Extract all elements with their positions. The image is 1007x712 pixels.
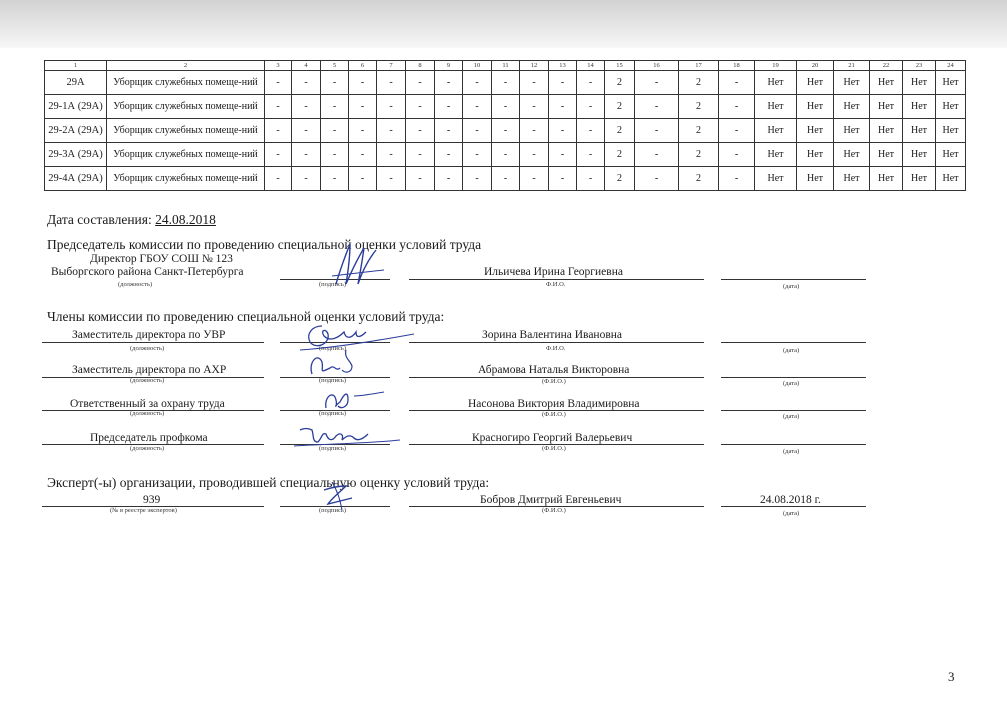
expert-date: 24.08.2018 г. — [760, 494, 821, 506]
cell-col-10: - — [463, 71, 492, 95]
cell-col-22: Нет — [870, 119, 903, 143]
cell-col-5: - — [321, 143, 349, 167]
column-number-6: 6 — [349, 61, 377, 71]
date-value: 24.08.2018 — [155, 212, 216, 227]
cell-col-23: Нет — [903, 119, 936, 143]
cell-col-19: Нет — [755, 95, 797, 119]
column-number-17: 17 — [679, 61, 719, 71]
column-number-13: 13 — [549, 61, 577, 71]
cell-col-4: - — [292, 167, 321, 191]
chairman-position-line2: Выборгского района Санкт-Петербурга — [51, 266, 244, 278]
column-number-3: 3 — [265, 61, 292, 71]
cell-col-10: - — [463, 167, 492, 191]
expert-signature — [318, 478, 362, 512]
member-4-signature — [292, 420, 404, 450]
cell-col-23: Нет — [903, 167, 936, 191]
column-number-20: 20 — [797, 61, 834, 71]
chairman-fio: Ильичева Ирина Георгиевна — [484, 266, 623, 278]
cell-col-15: 2 — [605, 167, 635, 191]
column-number-7: 7 — [377, 61, 406, 71]
cell-col-21: Нет — [834, 143, 870, 167]
workplace-code: 29А — [45, 71, 107, 95]
cell-col-16: - — [635, 119, 679, 143]
position-name: Уборщик служебных помеще-ний — [107, 95, 265, 119]
column-number-16: 16 — [635, 61, 679, 71]
member-4-signature-caption: (подпись) — [319, 445, 346, 452]
cell-col-3: - — [265, 95, 292, 119]
chairman-position-caption: (должность) — [118, 281, 153, 288]
cell-col-3: - — [265, 167, 292, 191]
cell-col-17: 2 — [679, 119, 719, 143]
page-number: 3 — [948, 669, 955, 684]
cell-col-5: - — [321, 71, 349, 95]
cell-col-22: Нет — [870, 143, 903, 167]
cell-col-10: - — [463, 119, 492, 143]
column-number-5: 5 — [321, 61, 349, 71]
cell-col-23: Нет — [903, 95, 936, 119]
cell-col-4: - — [292, 95, 321, 119]
member-3-fio-caption: (Ф.И.О.) — [542, 411, 566, 418]
expert-registry-caption: (№ в реестре экспертов) — [110, 507, 177, 514]
cell-col-7: - — [377, 95, 406, 119]
cell-col-5: - — [321, 167, 349, 191]
chairman-fio-line — [409, 279, 704, 280]
member-2-signature-caption: (подпись) — [319, 377, 346, 384]
cell-col-16: - — [635, 95, 679, 119]
cell-col-14: - — [577, 71, 605, 95]
cell-col-12: - — [520, 119, 549, 143]
cell-col-9: - — [435, 119, 463, 143]
member-4-position-caption: (должность) — [130, 445, 165, 452]
column-number-23: 23 — [903, 61, 936, 71]
table-row — [45, 167, 966, 191]
column-number-11: 11 — [492, 61, 520, 71]
member-3-position-caption: (должность) — [130, 410, 165, 417]
member-1-fio-caption: Ф.И.О. — [546, 345, 566, 352]
member-3-date-line — [721, 410, 866, 411]
member-4-position: Председатель профкома — [90, 432, 208, 444]
cell-col-4: - — [292, 119, 321, 143]
chairman-signature-caption: (подпись) — [319, 281, 346, 288]
cell-col-19: Нет — [755, 167, 797, 191]
cell-col-13: - — [549, 71, 577, 95]
cell-col-8: - — [406, 167, 435, 191]
column-number-1: 1 — [45, 61, 107, 71]
cell-col-21: Нет — [834, 95, 870, 119]
member-3-fio: Насонова Виктория Владимировна — [468, 398, 640, 410]
member-1-fio-line — [409, 342, 704, 343]
cell-col-14: - — [577, 119, 605, 143]
column-number-12: 12 — [520, 61, 549, 71]
expert-date-line — [721, 506, 866, 507]
cell-col-21: Нет — [834, 167, 870, 191]
column-number-4: 4 — [292, 61, 321, 71]
cell-col-11: - — [492, 143, 520, 167]
chairman-position-line1: Директор ГБОУ СОШ № 123 — [90, 253, 233, 265]
cell-col-8: - — [406, 71, 435, 95]
cell-col-18: - — [719, 71, 755, 95]
cell-col-9: - — [435, 167, 463, 191]
member-3-date-caption: (дата) — [783, 413, 800, 420]
cell-col-17: 2 — [679, 143, 719, 167]
workplace-code: 29-1А (29А) — [45, 95, 107, 119]
member-2-date-line — [721, 377, 866, 378]
member-3-signature-caption: (подпись) — [319, 410, 346, 417]
column-number-14: 14 — [577, 61, 605, 71]
column-number-15: 15 — [605, 61, 635, 71]
chairman-date-caption: (дата) — [783, 283, 800, 290]
table-header-row — [45, 61, 966, 71]
member-1-fio: Зорина Валентина Ивановна — [482, 329, 623, 341]
cell-col-11: - — [492, 95, 520, 119]
cell-col-3: - — [265, 119, 292, 143]
expert-date-caption: (дата) — [783, 510, 800, 517]
cell-col-17: 2 — [679, 71, 719, 95]
cell-col-12: - — [520, 95, 549, 119]
cell-col-17: 2 — [679, 95, 719, 119]
cell-col-20: Нет — [797, 95, 834, 119]
cell-col-3: - — [265, 71, 292, 95]
column-number-18: 18 — [719, 61, 755, 71]
cell-col-5: - — [321, 119, 349, 143]
table-row — [45, 95, 966, 119]
cell-col-6: - — [349, 167, 377, 191]
cell-col-13: - — [549, 95, 577, 119]
cell-col-4: - — [292, 71, 321, 95]
cell-col-21: Нет — [834, 71, 870, 95]
cell-col-10: - — [463, 95, 492, 119]
date-label: Дата составления: — [47, 212, 152, 227]
cell-col-11: - — [492, 71, 520, 95]
column-number-2: 2 — [107, 61, 265, 71]
table-row — [45, 119, 966, 143]
cell-col-12: - — [520, 71, 549, 95]
table-body — [45, 61, 966, 191]
column-number-24: 24 — [936, 61, 966, 71]
cell-col-9: - — [435, 71, 463, 95]
expert-registry-number: 939 — [143, 494, 161, 506]
column-number-10: 10 — [463, 61, 492, 71]
cell-col-16: - — [635, 143, 679, 167]
position-name: Уборщик служебных помеще-ний — [107, 119, 265, 143]
cell-col-15: 2 — [605, 143, 635, 167]
cell-col-18: - — [719, 167, 755, 191]
member-1-signature-caption: (подпись) — [319, 345, 346, 352]
column-number-19: 19 — [755, 61, 797, 71]
cell-col-6: - — [349, 143, 377, 167]
cell-col-16: - — [635, 167, 679, 191]
cell-col-23: Нет — [903, 71, 936, 95]
column-number-9: 9 — [435, 61, 463, 71]
cell-col-10: - — [463, 143, 492, 167]
members-heading: Члены комиссии по проведению специальной оценки условий труда: — [47, 309, 445, 324]
workplace-code: 29-2А (29А) — [45, 119, 107, 143]
cell-col-11: - — [492, 119, 520, 143]
cell-col-23: Нет — [903, 143, 936, 167]
cell-col-7: - — [377, 119, 406, 143]
position-name: Уборщик служебных помеще-ний — [107, 71, 265, 95]
member-4-fio: Красногиро Георгий Валерьевич — [472, 432, 633, 444]
expert-heading: Эксперт(-ы) организации, проводившей специальную оценку условий труда: — [47, 475, 490, 490]
chairman-signature — [328, 240, 388, 290]
expert-fio: Бобров Дмитрий Евгеньевич — [480, 494, 622, 506]
cell-col-8: - — [406, 143, 435, 167]
cell-col-12: - — [520, 167, 549, 191]
cell-col-17: 2 — [679, 167, 719, 191]
cell-col-24: Нет — [936, 95, 966, 119]
cell-col-7: - — [377, 143, 406, 167]
member-2-signature — [300, 346, 370, 380]
cell-col-6: - — [349, 95, 377, 119]
cell-col-18: - — [719, 143, 755, 167]
table-row — [45, 143, 966, 167]
cell-col-18: - — [719, 119, 755, 143]
cell-col-6: - — [349, 119, 377, 143]
cell-col-24: Нет — [936, 119, 966, 143]
table-row — [45, 71, 966, 95]
sout-results-table — [44, 60, 966, 191]
position-name: Уборщик служебных помеще-ний — [107, 167, 265, 191]
cell-col-9: - — [435, 95, 463, 119]
cell-col-15: 2 — [605, 119, 635, 143]
chairman-fio-caption: Ф.И.О. — [546, 281, 566, 288]
member-1-position: Заместитель директора по УВР — [72, 329, 226, 341]
cell-col-20: Нет — [797, 143, 834, 167]
member-4-fio-caption: (Ф.И.О.) — [542, 445, 566, 452]
chairman-date-line — [721, 279, 866, 280]
member-4-date-caption: (дата) — [783, 448, 800, 455]
cell-col-20: Нет — [797, 71, 834, 95]
cell-col-12: - — [520, 143, 549, 167]
cell-col-24: Нет — [936, 143, 966, 167]
cell-col-21: Нет — [834, 119, 870, 143]
cell-col-13: - — [549, 167, 577, 191]
column-number-21: 21 — [834, 61, 870, 71]
scan-top-shadow — [0, 0, 1007, 48]
cell-col-14: - — [577, 167, 605, 191]
cell-col-15: 2 — [605, 71, 635, 95]
cell-col-22: Нет — [870, 71, 903, 95]
cell-col-20: Нет — [797, 167, 834, 191]
cell-col-24: Нет — [936, 71, 966, 95]
member-1-date-line — [721, 342, 866, 343]
cell-col-9: - — [435, 143, 463, 167]
cell-col-4: - — [292, 143, 321, 167]
expert-signature-caption: (подпись) — [319, 507, 346, 514]
cell-col-15: 2 — [605, 95, 635, 119]
cell-col-13: - — [549, 119, 577, 143]
cell-col-24: Нет — [936, 167, 966, 191]
expert-fio-caption: (Ф.И.О.) — [542, 507, 566, 514]
cell-col-13: - — [549, 143, 577, 167]
cell-col-19: Нет — [755, 143, 797, 167]
cell-col-14: - — [577, 95, 605, 119]
cell-col-5: - — [321, 95, 349, 119]
cell-col-20: Нет — [797, 119, 834, 143]
cell-col-14: - — [577, 143, 605, 167]
date-compiled — [47, 212, 216, 228]
member-1-date-caption: (дата) — [783, 347, 800, 354]
member-3-signature — [318, 384, 388, 414]
cell-col-6: - — [349, 71, 377, 95]
column-number-22: 22 — [870, 61, 903, 71]
column-number-8: 8 — [406, 61, 435, 71]
cell-col-7: - — [377, 167, 406, 191]
cell-col-22: Нет — [870, 167, 903, 191]
cell-col-8: - — [406, 95, 435, 119]
cell-col-18: - — [719, 95, 755, 119]
cell-col-16: - — [635, 71, 679, 95]
cell-col-22: Нет — [870, 95, 903, 119]
cell-col-11: - — [492, 167, 520, 191]
member-4-date-line — [721, 444, 866, 445]
cell-col-8: - — [406, 119, 435, 143]
cell-col-19: Нет — [755, 119, 797, 143]
member-2-position: Заместитель директора по АХР — [72, 364, 227, 376]
workplace-code: 29-4А (29А) — [45, 167, 107, 191]
cell-col-3: - — [265, 143, 292, 167]
member-2-fio-caption: (Ф.И.О.) — [542, 378, 566, 385]
member-2-position-caption: (должность) — [130, 377, 165, 384]
member-1-position-line — [42, 342, 264, 343]
workplace-code: 29-3А (29А) — [45, 143, 107, 167]
chairman-heading: Председатель комиссии по проведению специальной оценки условий труда — [47, 237, 482, 252]
member-2-fio: Абрамова Наталья Викторовна — [478, 364, 630, 376]
member-3-position: Ответственный за охрану труда — [70, 398, 225, 410]
cell-col-19: Нет — [755, 71, 797, 95]
member-1-position-caption: (должность) — [130, 345, 165, 352]
member-2-date-caption: (дата) — [783, 380, 800, 387]
cell-col-7: - — [377, 71, 406, 95]
position-name: Уборщик служебных помеще-ний — [107, 143, 265, 167]
